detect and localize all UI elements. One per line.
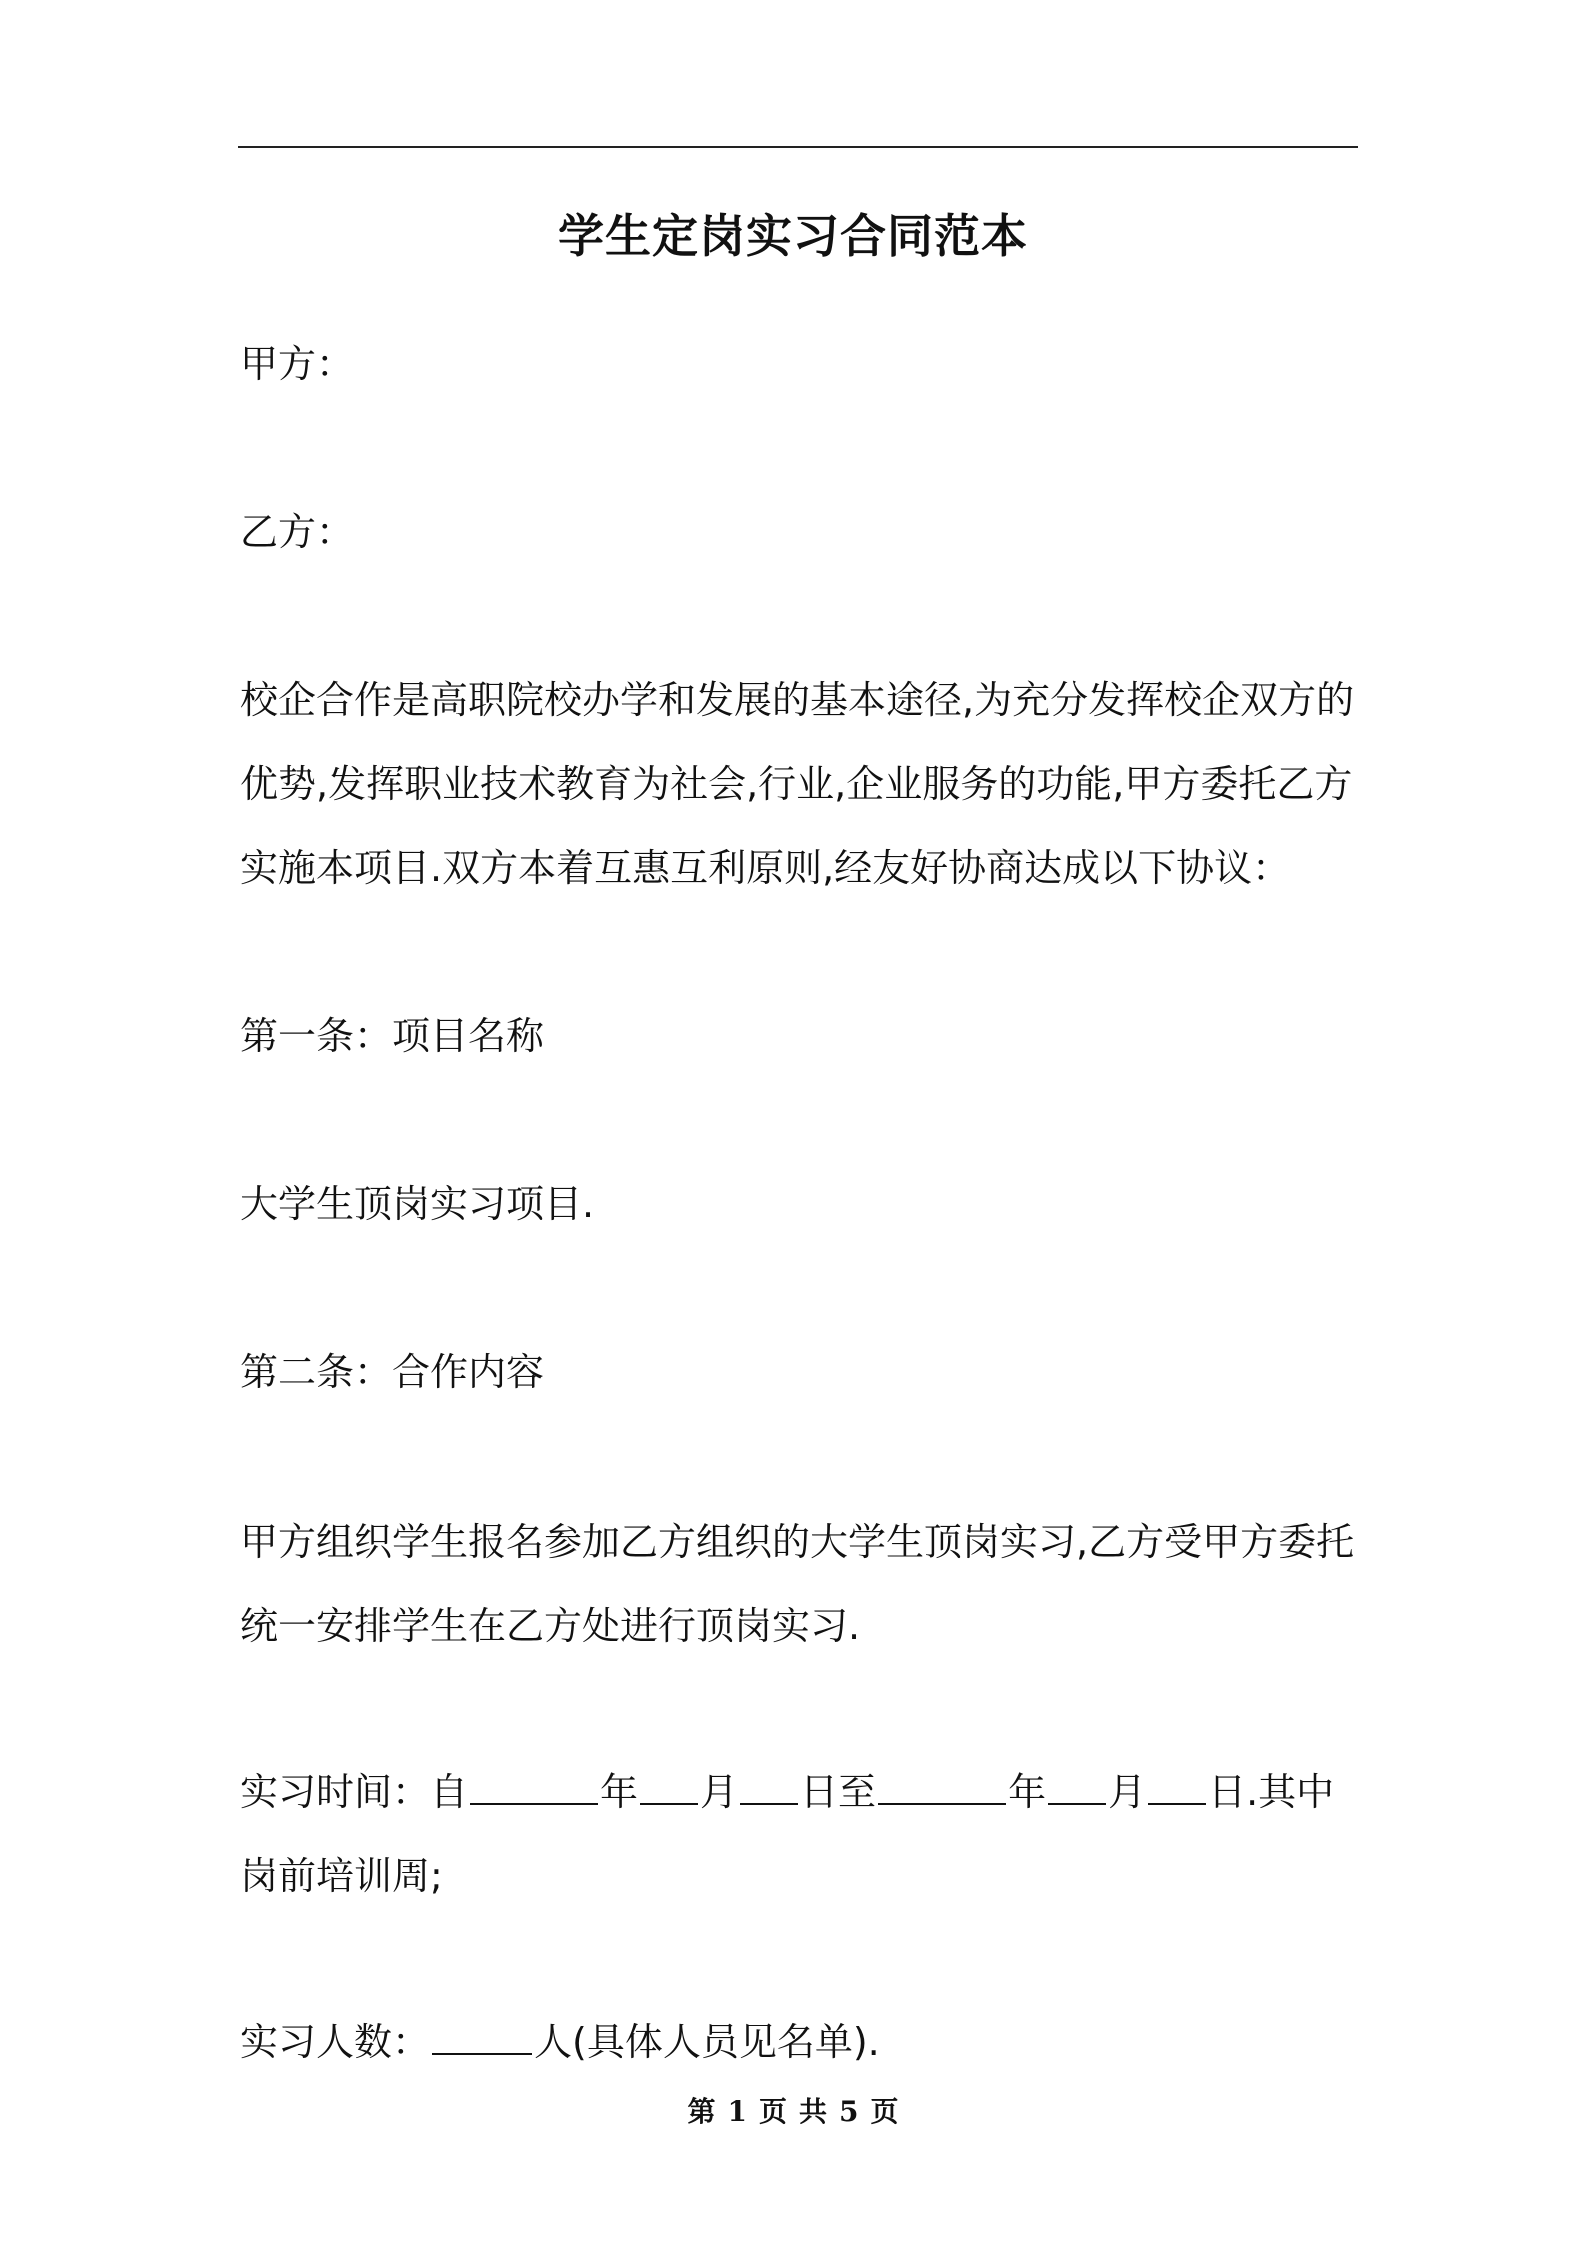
article-2-heading: 第二条：合作内容 bbox=[240, 1350, 545, 1394]
day-label: 日.其中 bbox=[1208, 1770, 1335, 1814]
page-footer bbox=[0, 2092, 1586, 2132]
party-a-label: 甲方： bbox=[240, 342, 355, 386]
header-rule bbox=[238, 146, 1358, 148]
start-year-blank[interactable] bbox=[470, 1769, 598, 1805]
year-label: 年 bbox=[1008, 1770, 1047, 1814]
total-page-count: 5 bbox=[839, 2095, 859, 2128]
month-label: 月 bbox=[1108, 1770, 1147, 1814]
period-line bbox=[240, 1750, 1360, 1834]
headcount-label: 实习人数： bbox=[240, 2020, 431, 2064]
end-year-blank[interactable] bbox=[878, 1769, 1006, 1805]
article-2-line: 统一安排学生在乙方处进行顶岗实习. bbox=[240, 1604, 861, 1648]
period-label: 实习时间：自 bbox=[240, 1770, 469, 1814]
article-1-heading: 第一条：项目名称 bbox=[240, 1014, 545, 1058]
start-month-blank[interactable] bbox=[640, 1769, 698, 1805]
party-b-label: 乙方： bbox=[240, 510, 355, 554]
article-1-body: 大学生顶岗实习项目. bbox=[240, 1182, 595, 1226]
footer-ye-2: 页 bbox=[870, 2095, 899, 2128]
internship-period bbox=[240, 1750, 1360, 1918]
footer-gong: 共 bbox=[799, 2095, 828, 2128]
start-day-blank[interactable] bbox=[740, 1769, 798, 1805]
footer-ye: 页 bbox=[758, 2095, 787, 2128]
intro-line: 校企合作是高职院校办学和发展的基本途径,为充分发挥校企双方的 bbox=[240, 678, 1355, 722]
headcount-blank[interactable] bbox=[432, 2019, 532, 2055]
intro-paragraph bbox=[240, 658, 1360, 910]
footer-di: 第 bbox=[687, 2095, 716, 2128]
intro-line: 优势,发挥职业技术教育为社会,行业,企业服务的功能,甲方委托乙方 bbox=[240, 762, 1353, 806]
period-line-2: 岗前培训周; bbox=[240, 1854, 443, 1898]
year-label: 年 bbox=[600, 1770, 639, 1814]
document-title: 学生定岗实习合同范本 bbox=[558, 209, 1028, 263]
end-day-blank[interactable] bbox=[1148, 1769, 1206, 1805]
headcount-line bbox=[240, 2000, 1360, 2084]
current-page-number: 1 bbox=[727, 2095, 747, 2128]
headcount-suffix: 人(具体人员见名单). bbox=[534, 2020, 880, 2064]
article-2-line: 甲方组织学生报名参加乙方组织的大学生顶岗实习,乙方受甲方委托 bbox=[240, 1520, 1355, 1564]
month-label: 月 bbox=[700, 1770, 739, 1814]
end-month-blank[interactable] bbox=[1048, 1769, 1106, 1805]
day-to-label: 日至 bbox=[800, 1770, 877, 1814]
intro-line: 实施本项目.双方本着互惠互利原则,经友好协商达成以下协议： bbox=[240, 846, 1291, 890]
article-2-body bbox=[240, 1500, 1360, 1668]
